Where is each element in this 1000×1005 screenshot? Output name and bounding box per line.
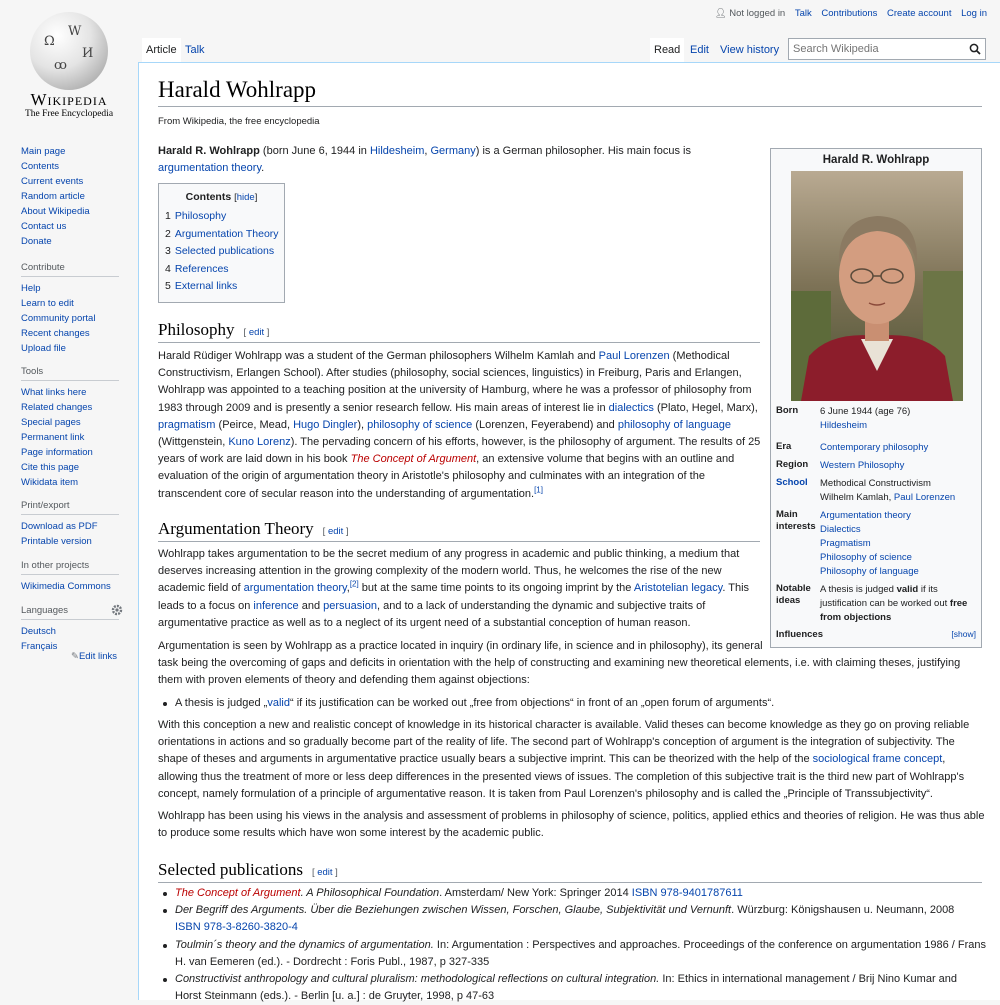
search-icon[interactable] [969,43,981,55]
argumentation-paragraph-4: Wohlrapp has been using his views in the analysis and assessment of problems in philosophy of science, politics, applied ethics and theories of religion. He was thus able to produce some results which have won some interest by the academic public. [158,810,985,840]
link-paul-lorenzen-infobox[interactable]: Paul Lorenzen [893,492,956,503]
wordmark: Wikipedia [30,90,108,109]
philosophy-paragraph: Harald Rüdiger Wohlrapp was a student of the German philosophers Wilhelm Kamlah and Paul Lorenzen (Methodical Constructivism, Erlangen School). After studies (philosophy, social sciences, linguistics) in Freiburg, Paris and Erlangen, Wohlrapp was appointed to a teaching position at the university of Hamburg, where he was a professor of philosophy from 1983 through 2009 and is presently a senior research fellow. His main areas of interest lie in dialectics (Plato, Hegel, Marx), pragmatism (Peirce, Mead, Hugo Dingler), philosophy of science (Lorenzen, Feyerabend) and philosophy of language (Wittgenstein, Kuno Lorenz). The pervading concern of his efforts, however, is the philosophy of argument. The results of 25 years of work are laid down in his book The Concept of Argument, an extensive volume that begins with an outline and evaluation of the origin of argumentation theory in Aristotle's philosophy and culminates with an integration of the transcendent core of secular reason into the understanding of argumentation.[1] [158,350,761,500]
languages-heading: Languages [21,605,119,620]
tab-talk[interactable]: Talk [185,44,205,56]
era-label: Era [776,441,792,452]
log-in-link[interactable]: Log in [961,8,987,19]
toc-item[interactable]: 2 Argumentation Theory [165,227,279,240]
nav-random-article[interactable]: Random article [21,191,85,202]
link-inference[interactable]: inference [253,599,299,612]
link-germany[interactable]: Germany [430,145,476,157]
portrait-photo[interactable] [791,171,963,401]
edit-section-link[interactable]: edit [248,327,265,338]
link-kuno-lorenz[interactable]: Kuno Lorenz [228,436,291,449]
list-item: A thesis is judged „valid“ if its justification can be worked out „free from objections“ in front of an „open forum of arguments“. [158,695,988,712]
nav-learn-to-edit[interactable]: Learn to edit [21,298,74,309]
link-argumentation-theory[interactable]: argumentation theory [158,162,262,175]
publications-list [158,885,988,1005]
talk-link[interactable]: Talk [794,8,812,19]
nav-special-pages[interactable]: Special pages [21,417,81,428]
link-concept-of-argument-book[interactable]: The Concept of Argument [175,887,301,899]
nav-contact[interactable]: Contact us [21,221,67,232]
lang-francais[interactable]: Français [21,641,58,652]
nav-upload-file[interactable]: Upload file [21,343,66,354]
notable-ideas-label: Notable ideas [776,583,811,606]
link-paul-lorenzen[interactable]: Paul Lorenzen [598,350,670,362]
tab-article[interactable]: Article [142,38,181,62]
born-value: 6 June 1944 (age 76) Hildesheim [820,406,911,431]
link-persuasion[interactable]: persuasion [323,599,377,612]
navigation-tools [21,366,121,490]
nav-download-pdf[interactable]: Download as PDF [21,521,98,532]
tagline: The Free Encyclopedia [24,109,114,119]
page-title: Harald Wohlrapp [158,77,982,107]
edit-links[interactable] [71,651,117,662]
nav-wikimedia-commons[interactable]: Wikimedia Commons [21,581,111,592]
navigation-languages [21,605,121,654]
wikipedia-logo[interactable] [0,0,138,130]
nav-about[interactable]: About Wikipedia [21,206,90,217]
heading-philosophy: Philosophy [ edit ] [158,320,760,343]
link-valid[interactable]: valid [267,697,290,709]
nav-main-page[interactable]: Main page [21,146,66,157]
nav-community-portal[interactable]: Community portal [21,313,96,324]
region-label: Region [776,459,809,470]
nav-cite-this-page[interactable]: Cite this page [21,462,80,473]
era-value: Contemporary philosophy [820,442,929,453]
nav-contents[interactable]: Contents [21,161,60,172]
tab-view-history[interactable]: View history [720,44,780,56]
contribute-heading: Contribute [21,262,119,277]
navigation-projects [21,560,121,594]
toc-item[interactable]: 5 External links [165,280,238,292]
search-box [788,38,986,60]
argumentation-paragraph-3: With this conception a new and realistic concept of knowledge in its historical character is available. Valid theses can become knowledge as they go on proving reliable orientations in actions and so gradually become part of the reality of life. The second part of Wohlrapp's conception of argument is the integration of subjectivity. The shape of theses and arguments in argumentative practice usually bears a subjective imprint. This can be theorized with the help of the sociological frame concept, allowing thus the treatment of more or less deep differences in the presented views of issues. The completion of this subjective trait is the third new part of Wohlrapp's concept, namely formulation of a principle of argumentative reason. It is taken from Paul Lorenzen's philosophy and is called the „Principle of Transsubjectivity“. [158,719,970,800]
link-pragmatism[interactable]: pragmatism [158,418,216,431]
thesis-list [158,695,988,712]
nav-what-links-here[interactable]: What links here [21,387,87,398]
link-concept-of-argument[interactable]: The Concept of Argument [350,453,477,466]
navigation-main [21,144,121,249]
intro-paragraph: Harald R. Wohlrapp (born June 6, 1944 in Hildesheim, Germany) is a German philosopher. His main focus is argumentation theory. [158,145,691,175]
heading-selected-publications: Selected publications [ edit ] [158,860,982,883]
isbn-link[interactable]: ISBN 978-9401787611 [631,887,743,899]
main-interests-value: Argumentation theory Dialectics Pragmatism Philosophy of science Philosophy of language [820,510,919,577]
born-label: Born [776,405,799,416]
intro-name: Harald R. Wohlrapp [158,145,260,157]
school-value: Methodical Constructivism Wilhelm Kamlah, Paul Lorenzen [820,478,956,503]
region-value: Western Philosophy [820,460,905,471]
edit-section-link[interactable]: edit [327,526,344,537]
list-item: The Concept of Argument. A Philosophical Foundation. Amsterdam/ New York: Springer 2014 ISBN 978-9401787611 [158,885,988,902]
gear-icon[interactable] [111,604,123,616]
contributions-link[interactable]: Contributions [821,8,878,19]
link-argumentation-theory-2[interactable]: argumentation theory [243,582,347,595]
reference-2[interactable]: [2] [349,579,359,589]
edit-section-link[interactable]: edit [317,867,333,878]
link-sociological-frame-concept[interactable]: sociological frame concept [812,753,943,766]
link-aristotelian-legacy[interactable]: Aristotelian legacy [633,582,723,595]
nav-related-changes[interactable]: Related changes [21,402,93,413]
reference-1[interactable]: [1] [534,484,543,494]
link-philosophy-of-language[interactable]: philosophy of language [617,418,731,431]
projects-heading: In other projects [21,560,119,575]
nav-wikidata-item[interactable]: Wikidata item [21,477,79,488]
nav-permanent-link[interactable]: Permanent link [21,432,85,443]
nav-recent-changes[interactable]: Recent changes [21,328,90,339]
toc-item[interactable]: 4 References [165,262,229,275]
create-account-link[interactable]: Create account [887,8,952,19]
site-subtitle: From Wikipedia, the free encyclopedia [158,116,320,127]
heading-argumentation-theory: Argumentation Theory [ edit ] [158,519,760,542]
toc-title: Contents [hide] [185,191,258,203]
toc-hide-link[interactable]: hide [236,192,255,203]
puzzle-globe-icon: Ω W И ꝏ [30,12,108,90]
toc-item[interactable]: 3 Selected publications [165,245,275,257]
pencil-icon: ✎ [71,651,79,662]
school-label[interactable]: School [776,477,808,488]
user-icon: 👤︎ [714,8,727,19]
search-input[interactable] [789,39,967,59]
link-hildesheim[interactable]: Hildesheim [369,145,425,157]
nav-current-events[interactable]: Current events [21,176,84,187]
lang-deutsch[interactable]: Deutsch [21,626,56,637]
navigation-contribute [21,262,121,356]
link-hugo-dingler[interactable]: Hugo Dingler [293,418,358,431]
edit-links-label: Edit links [78,651,117,662]
personal-tools [708,8,987,19]
argumentation-paragraph-2: Argumentation is seen by Wohlrapp as a practice located in inquiry (in ordinary life, in science and in philosophy), its general task being the overcoming of gaps and deficits in orientation with the help of constructing and examining new theoretical elements, i.e. with claiming theses, justifying them with proven elements of theory and defending them against objections: [158,640,961,687]
infobox-title: Harald R. Wohlrapp [822,154,930,166]
link-hildesheim-infobox[interactable]: Hildesheim [820,420,867,431]
isbn-link[interactable]: ISBN 978-3-8260-3820-4 [175,921,298,934]
nav-help[interactable]: Help [21,283,41,294]
link-dialectics[interactable]: dialectics [608,401,654,414]
tools-heading: Tools [21,366,119,381]
nav-donate[interactable]: Donate [21,236,52,247]
navigation-print [21,500,121,549]
content-area [138,62,1000,1003]
print-heading: Print/export [21,500,119,515]
list-item: Constructivist anthropology and cultural pluralism: methodological reflections on cultural integration. In: Ethics in international management / Brij Nino Kumar and Horst Steinmann (eds.). - Berlin [u. a.] : de Gruyter, 1998, p 47-63 [158,971,988,1005]
notable-ideas-value: A thesis is judged valid if its justification can be worked out free from objections [820,584,968,623]
tab-read[interactable]: Read [650,38,684,62]
nav-page-information[interactable]: Page information [21,447,93,458]
nav-printable-version[interactable]: Printable version [21,536,92,547]
not-logged-in: 👤︎ Not logged in [714,8,786,19]
list-item: Der Begriff des Arguments. Über die Beziehungen zwischen Wissen, Forschen, Glaube, Subjektivität und Vernunft. Würzburg: Königshausen u. Neumann, 2008 ISBN 978-3-8260-3820-4 [158,902,988,936]
link-philosophy-of-science[interactable]: philosophy of science [367,418,473,431]
argumentation-paragraph-1: Wohlrapp takes argumentation to be the secret medium of any progress in academic and public thinking, a medium that deserves increasing attention in the growing complexity of the modern world. Thus, he welcomes the rise of the new academic field of argumentation theory,[2] but at the same time points to its ongoing imprint by the Aristotelian legacy. This leads to a focus on inference and persuasion, and to a lack of understanding the dynamic and subjective traits of argumentative practice as well as to a neglect of its urgent need of a substantial conception of human reason. [158,548,750,629]
list-item: Toulmin´s theory and the dynamics of argumentation. In: Argumentation : Perspectives and approaches. Proceedings of the conference on argumentation 1986 / Frans H. van Eemeren (ed.). - Dordrecht : Foris Publ., 1987, p 327-335 [158,937,988,971]
infobox [770,148,982,648]
table-of-contents [158,183,285,303]
influences-label: Influences [776,629,823,640]
main-interests-label: Main interests [776,509,816,532]
tab-edit[interactable]: Edit [690,44,709,56]
toc-item[interactable]: 1 Philosophy [165,210,227,222]
show-influences-button[interactable]: [show] [951,629,976,639]
